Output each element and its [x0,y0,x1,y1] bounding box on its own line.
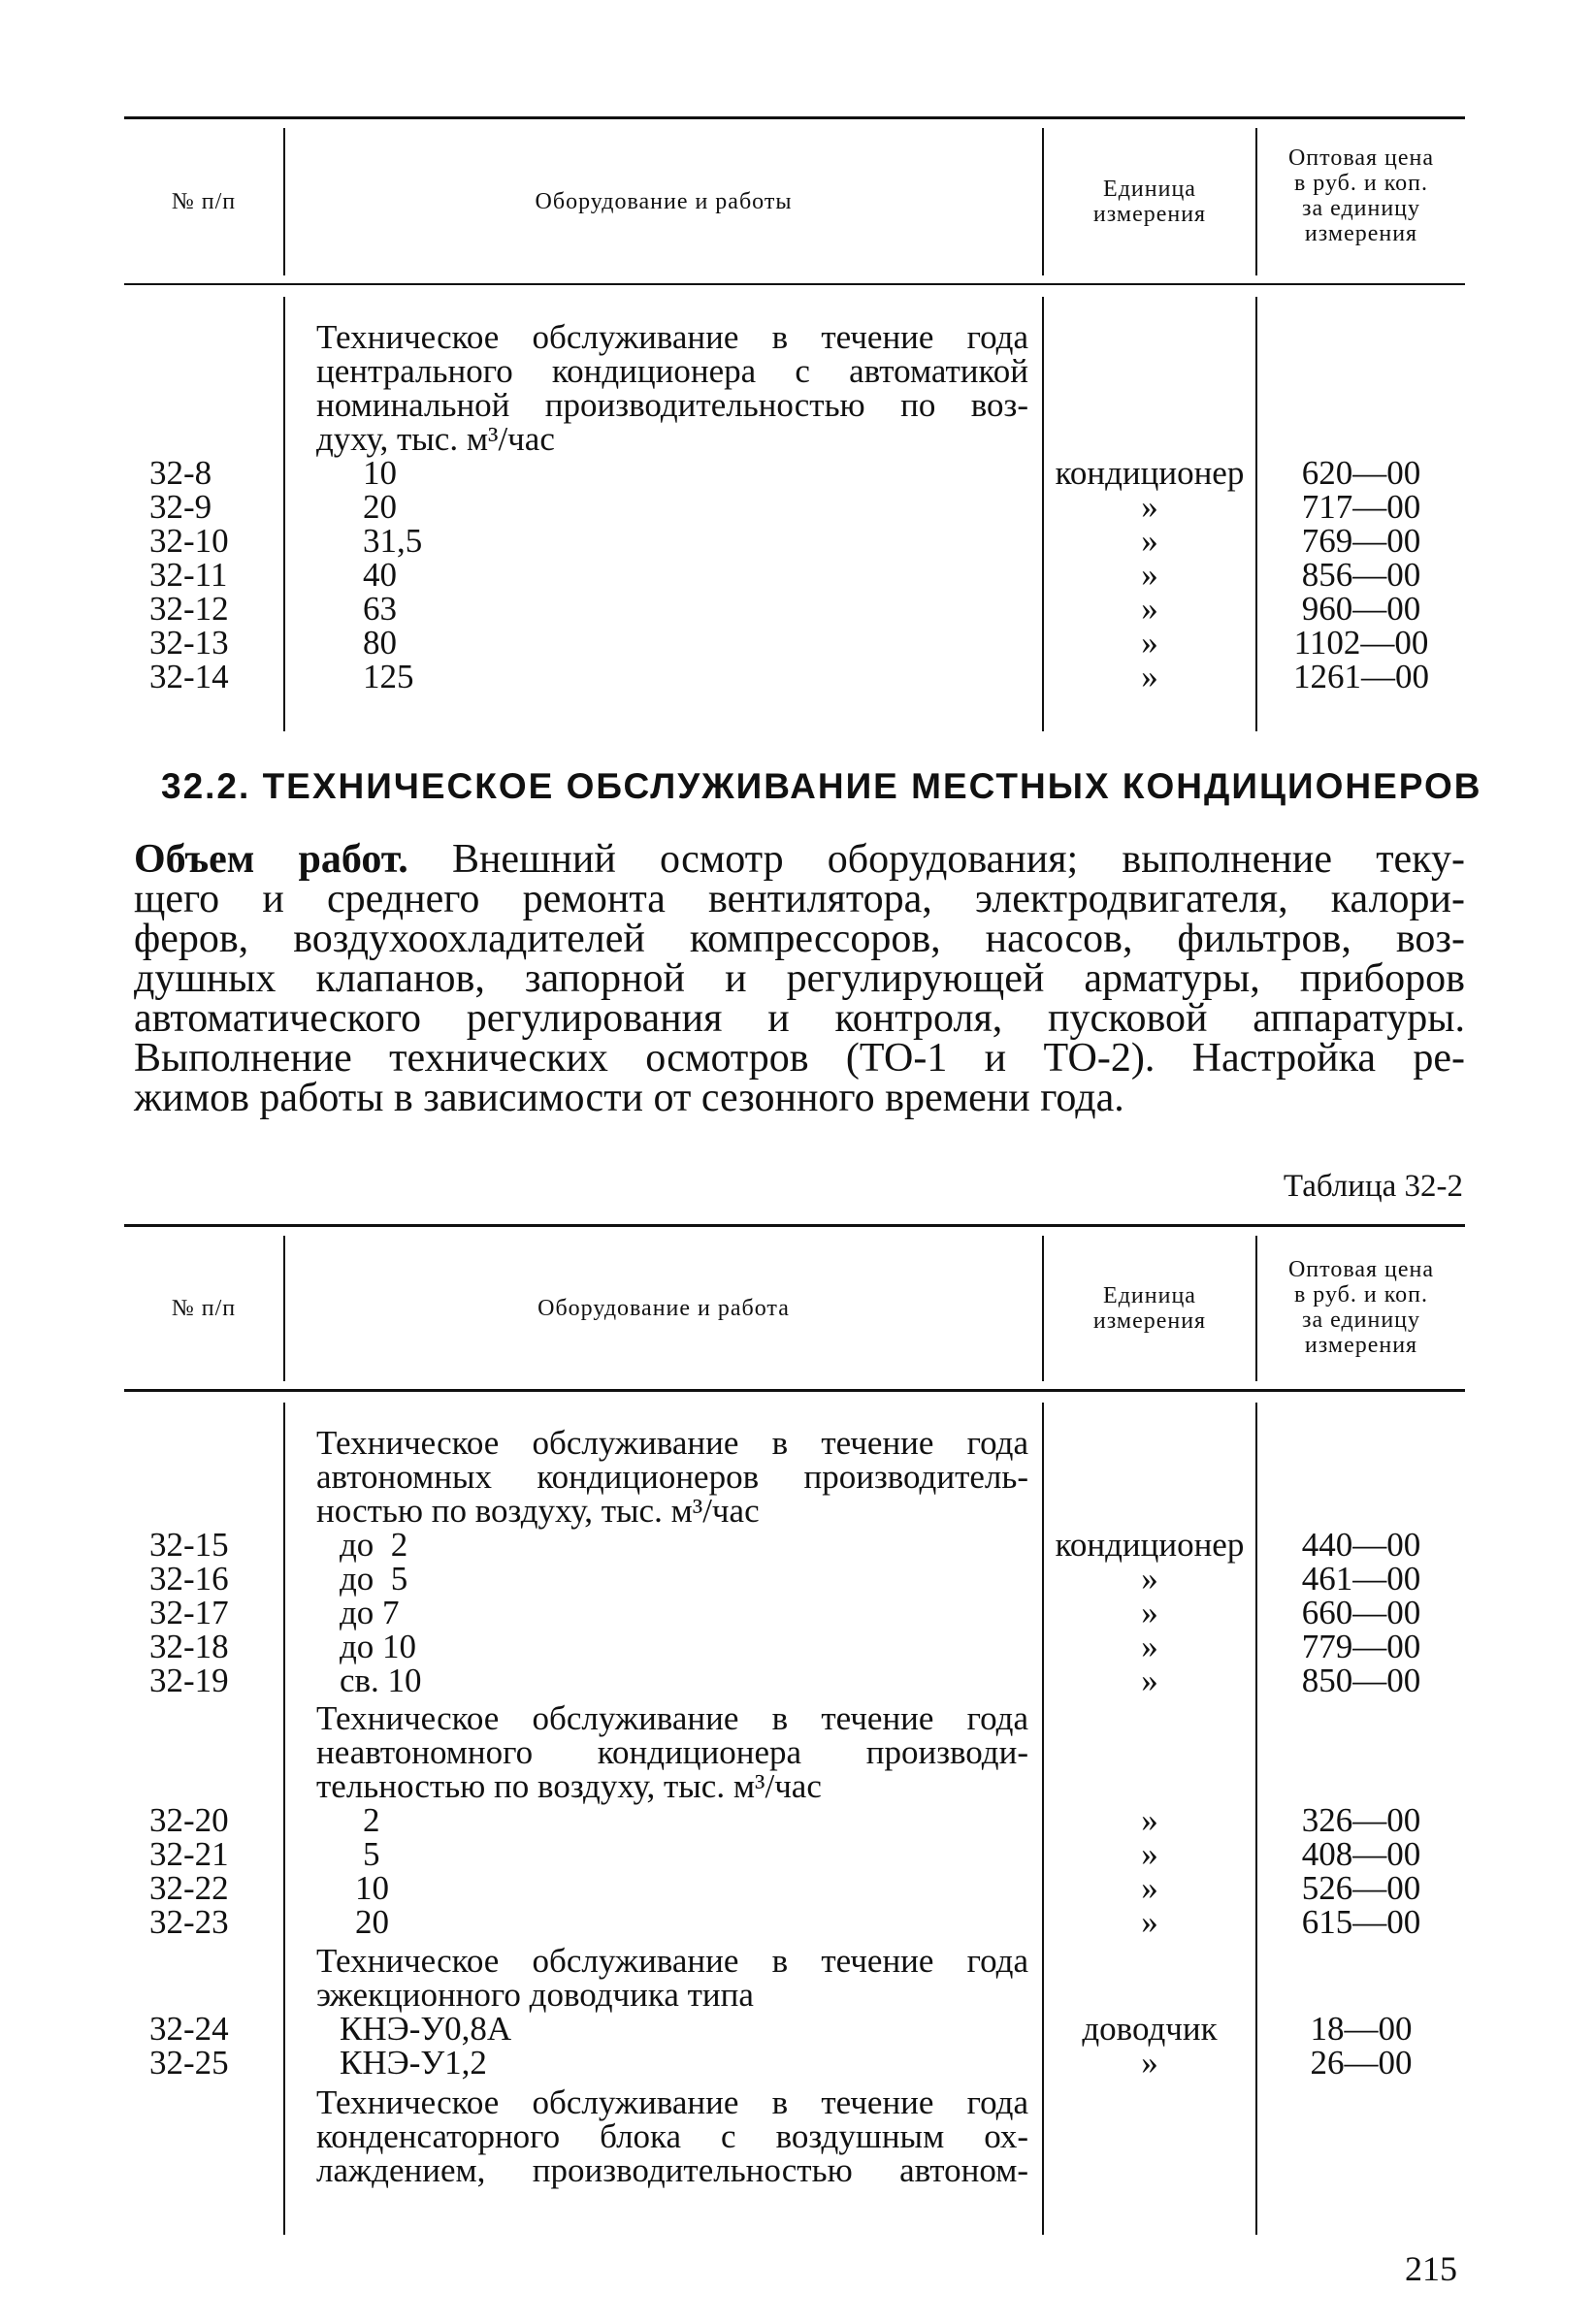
paragraph-line: душных клапанов, запорной и регулирующей арматуры, приборов [134,956,1465,1001]
row-unit: » [1141,522,1158,560]
table1-header-equipment: Оборудование и работы [535,189,793,214]
table2-group-description: Техническое обслуживание в течение года эжекционного доводчика типа [316,1942,1028,2014]
paragraph-line: автоматического регулирования и контроля, пусковой аппаратуры. [134,996,1465,1041]
row-price: 779—00 [1301,1628,1421,1665]
row-unit: » [1141,488,1158,526]
paragraph-line: жимов работы в зависимости от сезонного времени года. [134,1076,1124,1120]
row-capacity: до 5 [340,1560,408,1598]
table1-header-number: № п/п [171,189,237,214]
table2-group-description: Техническое обслуживание в течение года конденсаторного блока с воздушным ох- лаждением, производительностью автоном- [316,2083,1028,2189]
row-model: КНЭ-У1,2 [340,2044,487,2082]
row-price: 615—00 [1301,1903,1421,1941]
row-capacity: до 10 [340,1628,417,1665]
row-price: 1261—00 [1293,658,1429,695]
table1-column-divider [283,297,285,731]
table2-group-description: Техническое обслуживание в течение года автономных кондиционеров производитель- ностью по воздуху, тыс. м³/час [316,1424,1028,1530]
row-number: 32-9 [149,488,212,526]
row-capacity: до 7 [340,1594,400,1631]
row-number: 32-22 [149,1869,229,1907]
row-unit: » [1141,1801,1158,1839]
row-unit: кондиционер [1055,1526,1245,1564]
row-price: 850—00 [1301,1662,1421,1699]
row-unit: » [1141,658,1158,695]
row-unit: » [1141,2044,1158,2082]
row-unit: » [1141,590,1158,628]
row-price: 717—00 [1301,488,1421,526]
row-capacity: 10 [363,454,397,492]
row-number: 32-19 [149,1662,229,1699]
row-price: 526—00 [1301,1869,1421,1907]
row-capacity: 125 [363,658,414,695]
paragraph-lead: Объем работ. [134,837,408,882]
section-paragraph [134,837,1465,1120]
row-capacity: 2 [363,1801,380,1839]
row-number: 32-11 [149,556,228,594]
table2-group-description: Техническое обслуживание в течение года неавтономного кондиционера производи- тельностью по воздуху, тыс. м³/час [316,1699,1028,1805]
row-number: 32-20 [149,1801,229,1839]
row-capacity: 10 [355,1869,389,1907]
row-model: КНЭ-У0,8А [340,2010,512,2048]
row-price: 620—00 [1301,454,1421,492]
row-price: 960—00 [1301,590,1421,628]
row-number: 32-21 [149,1835,229,1873]
row-price: 440—00 [1301,1526,1421,1564]
row-price: 461—00 [1301,1560,1421,1598]
row-unit: » [1141,1560,1158,1598]
table1-header-unit: Единица измерения [1092,177,1207,227]
table-caption: Таблица 32-2 [1283,1169,1463,1204]
row-price: 26—00 [1310,2044,1413,2082]
row-unit: доводчик [1082,2010,1218,2048]
table1-header-rule [124,283,1465,285]
table2-header-unit: Единица измерения [1092,1283,1207,1334]
row-price: 660—00 [1301,1594,1421,1631]
row-number: 32-18 [149,1628,229,1665]
row-unit: » [1141,1835,1158,1873]
row-number: 32-13 [149,624,229,662]
row-number: 32-24 [149,2010,229,2048]
table2-header-equipment: Оборудование и работа [537,1296,790,1321]
row-capacity: 31,5 [363,522,423,560]
row-unit: » [1141,1869,1158,1907]
row-number: 32-8 [149,454,212,492]
row-price: 18—00 [1310,2010,1413,2048]
row-unit: » [1141,1662,1158,1699]
row-unit: » [1141,1594,1158,1631]
table1-group-description: Техническое обслуживание в течение года центрального кондиционера с автоматикой номинальной производительностью по воз- духу, тыс. м³/час [316,318,1028,458]
row-number: 32-17 [149,1594,229,1631]
row-number: 32-12 [149,590,229,628]
row-capacity: св. 10 [340,1662,422,1699]
row-capacity: 80 [363,624,397,662]
table2-column-divider [283,1403,285,2235]
table2-header-number: № п/п [171,1296,237,1321]
row-price: 1102—00 [1293,624,1429,662]
row-number: 32-23 [149,1903,229,1941]
row-capacity: 20 [363,488,397,526]
table2-header-rule [124,1389,1465,1392]
paragraph-line: Внешний осмотр оборудования; выполнение теку- [407,837,1465,882]
row-number: 32-14 [149,658,229,695]
section-heading: 32.2. ТЕХНИЧЕСКОЕ ОБСЛУЖИВАНИЕ МЕСТНЫХ КОНДИЦИОНЕРОВ [161,766,1482,806]
row-unit: » [1141,1628,1158,1665]
row-unit: кондиционер [1055,454,1245,492]
table2-header-price: Оптовая цена в руб. и коп. за единицу измерения [1287,1257,1435,1358]
table1-header-price: Оптовая цена в руб. и коп. за единицу измерения [1287,145,1435,246]
row-number: 32-15 [149,1526,229,1564]
paragraph-line: феров, воздухоохладителей компрессоров, насосов, фильтров, воз- [134,917,1465,961]
row-number: 32-25 [149,2044,229,2082]
row-price: 326—00 [1301,1801,1421,1839]
row-capacity: 40 [363,556,397,594]
page-number: 215 [1405,2249,1457,2288]
row-price: 769—00 [1301,522,1421,560]
row-unit: » [1141,556,1158,594]
row-capacity: 20 [355,1903,389,1941]
row-unit: » [1141,1903,1158,1941]
paragraph-line: Выполнение технических осмотров (ТО-1 и ТО-2). Настройка ре- [134,1036,1465,1081]
row-price: 856—00 [1301,556,1421,594]
table2-top-rule [124,1224,1465,1227]
row-capacity: 63 [363,590,397,628]
row-capacity: 5 [363,1835,380,1873]
row-capacity: до 2 [340,1526,408,1564]
paragraph-line: щего и среднего ремонта вентилятора, электродвигателя, калори- [134,877,1465,921]
row-number: 32-10 [149,522,229,560]
row-number: 32-16 [149,1560,229,1598]
table1-top-rule [124,116,1465,119]
row-unit: » [1141,624,1158,662]
row-price: 408—00 [1301,1835,1421,1873]
